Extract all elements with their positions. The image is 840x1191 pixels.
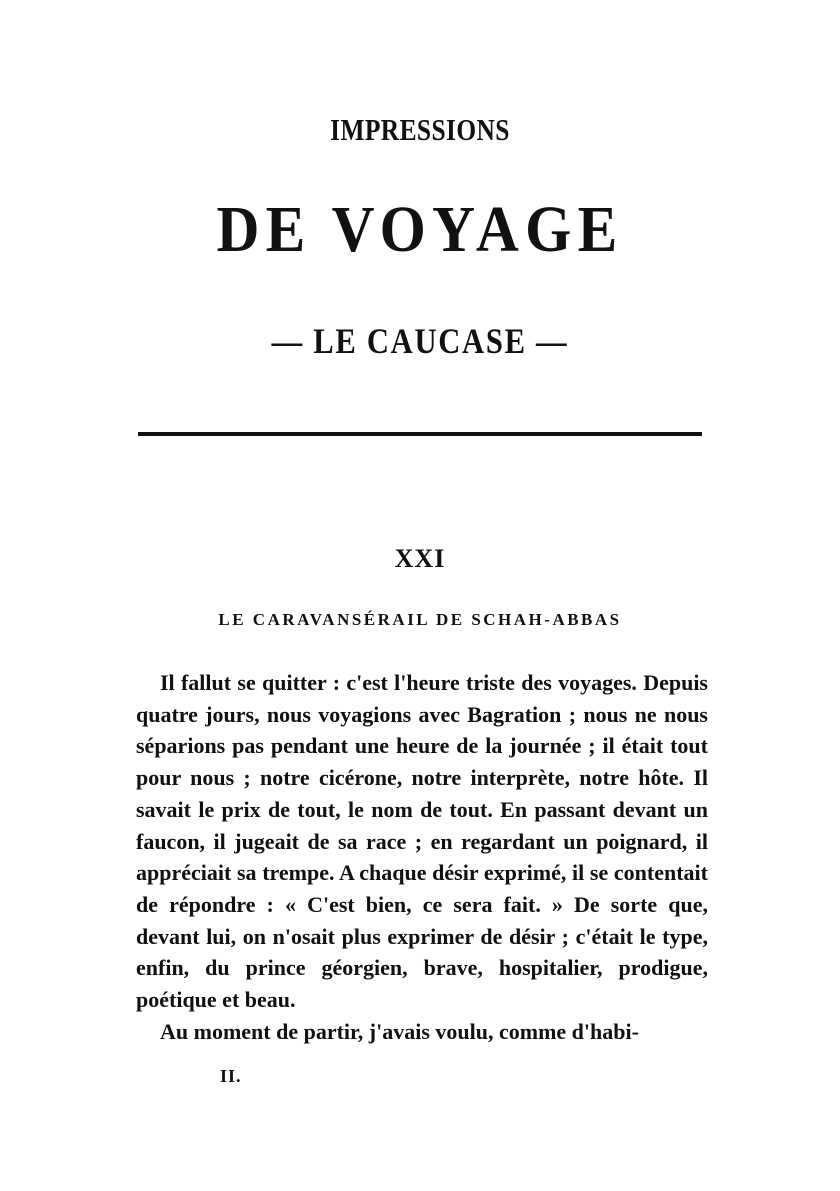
body-text xyxy=(136,667,708,1047)
signature-mark: II. xyxy=(220,1066,242,1086)
chapter-title: LE CARAVANSÉRAIL DE SCHAH-ABBAS xyxy=(218,610,622,629)
paragraph: Il fallut se quitter : c'est l'heure triste des voyages. Depuis quatre jours, nous voyagions avec Bagration ; nous ne nous séparions pas pendant une heure de la journée ; il était tout pour nous ; notre cicérone, notre interprète, notre hôte. Il savait le prix de tout, le nom de tout. En passant devant un faucon, il jugeait de sa race ; en regardant un poignard, il appréciait sa trempe. A chaque désir exprimé, il se contentait de répondre : « C'est bien, ce sera fait. » De sorte que, devant lui, on n'osait plus exprimer de désir ; c'était le type, enfin, du prince géorgien, brave, hospitalier, prodigue, poétique et beau. xyxy=(136,670,708,1013)
page-title: DE VOYAGE xyxy=(216,193,624,266)
subtitle: — LE CAUCASE — xyxy=(271,321,569,361)
series-title: IMPRESSIONS xyxy=(330,112,510,147)
paragraph: Au moment de partir, j'avais voulu, comme d'habi- xyxy=(160,1018,639,1044)
chapter-number: XXI xyxy=(394,544,446,573)
divider-rule xyxy=(138,432,702,436)
